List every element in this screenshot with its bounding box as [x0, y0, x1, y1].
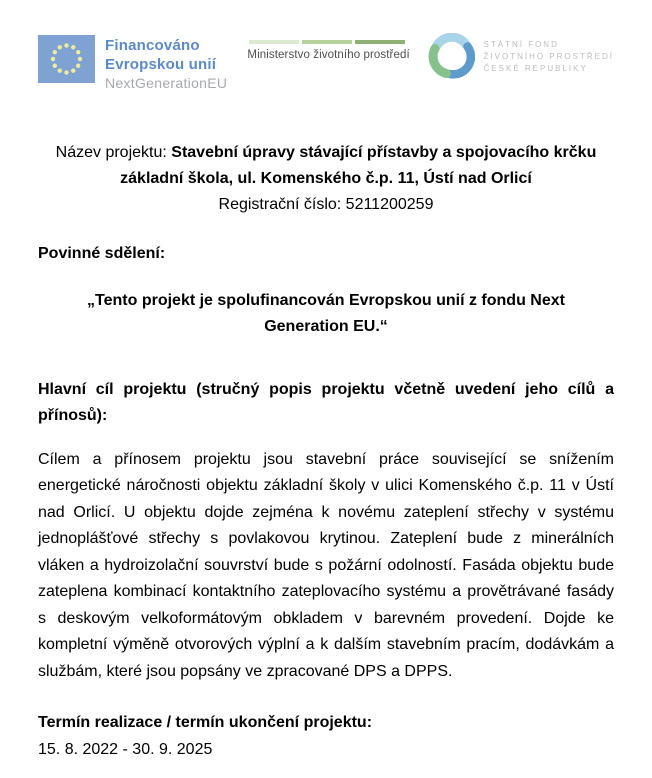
ministry-label: Ministerstvo životního prostředí — [247, 49, 410, 61]
sfzp-swirl-icon — [428, 33, 475, 80]
main-goal-paragraph: Cílem a přínosem projektu jsou stavební práce související se snížením energetické náročnosti objektu základní školy v ulici Komenského č.p. 11 v Ústí nad Orlicí. U objektu dojde zejména k novému zateplení střechy v systému jednoplášťové střechy s povlakovou krytinou. Zateplení bude z minerálních vláken a hydroizolační souvrství bude s požární odolností. Fasáda objektu bude zateplena kombinací kontaktního zateplovacího systému a provětrávané fasády s deskovým velkoformátovým obkladem v barevném provedení. Dojde ke kompletní výměně otvorových výplní a k dalším stavebním pracím, dodávkám a službám, které jsou popsány ve zpracované DPS a DPPS. — [38, 450, 614, 680]
term-heading: Termín realizace / termín ukončení projektu: — [38, 714, 373, 731]
document-body — [38, 140, 614, 763]
eu-funding-line2: Evropskou unií — [105, 56, 217, 73]
eu-funding-line3: NextGenerationEU — [105, 75, 228, 91]
term-dates: 15. 8. 2022 - 30. 9. 2025 — [38, 740, 213, 758]
eu-flag-icon — [38, 35, 95, 83]
eu-funding-text — [105, 35, 227, 93]
eu-funding-logo — [38, 35, 227, 93]
eu-funding-line1: Financováno — [105, 37, 200, 54]
state-environmental-fund-logo — [428, 33, 614, 80]
sfzp-line1: STÁTNÍ FOND — [483, 40, 559, 49]
project-title-line — [38, 140, 614, 192]
project-title-label: Název projektu: — [55, 144, 172, 161]
sfzp-text — [484, 33, 614, 75]
mandatory-statement-quote: „Tento projekt je spolufinancován Evropskou unií z fondu Next Generation EU.“ — [87, 291, 565, 335]
sfzp-line3: ČESKÉ REPUBLIKY — [483, 64, 588, 73]
ministry-bars-icon — [247, 40, 407, 44]
mandatory-statement-heading: Povinné sdělení: — [38, 245, 166, 262]
main-goal-heading: Hlavní cíl projektu (stručný popis projektu včetně uvedení jeho cílů a přínosů): — [38, 380, 614, 424]
project-title-text: Stavební úpravy stávající přístavby a spojovacího krčku základní škola, ul. Komenského č.p. 11, Ústí nad Orlicí — [120, 144, 597, 187]
logo-header — [38, 0, 614, 91]
sfzp-line2: ŽIVOTNÍHO PROSTŘEDÍ — [483, 52, 614, 61]
ministry-of-environment-logo — [247, 40, 410, 61]
registration-number-line: Registrační číslo: 5211200259 — [218, 196, 434, 213]
